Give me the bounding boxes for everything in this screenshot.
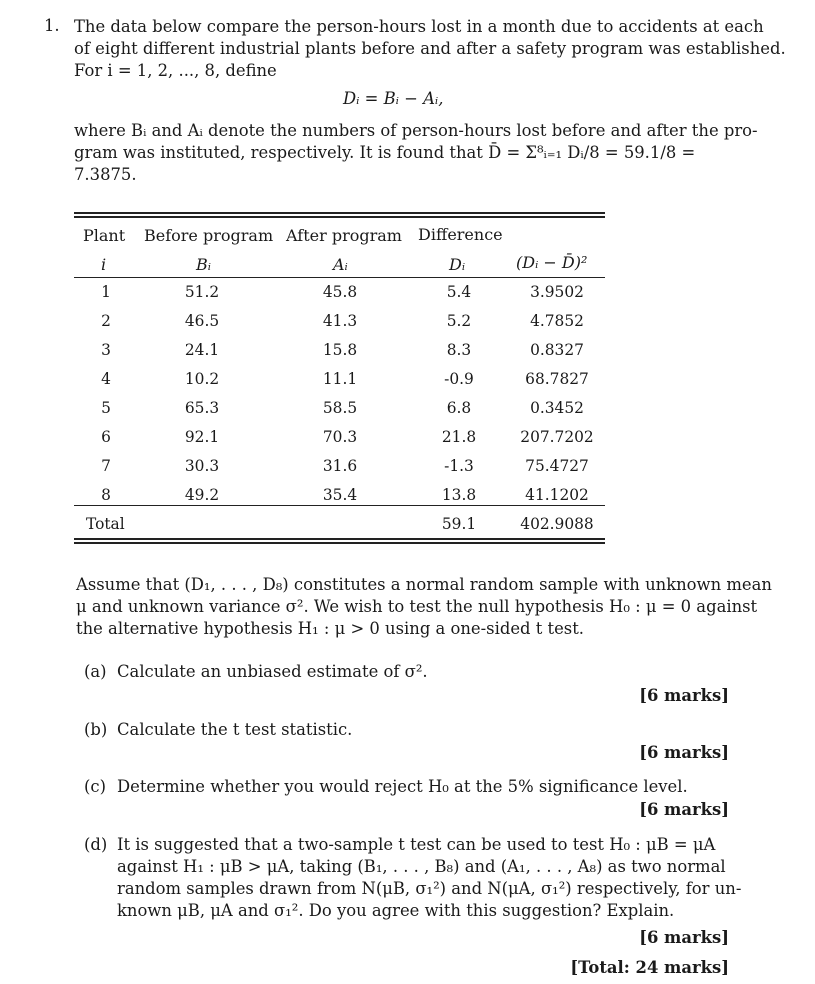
where-line: where Bᵢ and Aᵢ denote the numbers of person-hours lost before and after the pro- xyxy=(74,121,758,140)
header-ai: Aᵢ xyxy=(333,255,348,274)
part-line: Calculate an unbiased estimate of σ². xyxy=(117,662,428,681)
header-di: Dᵢ xyxy=(449,255,466,274)
header-before: Before program xyxy=(144,226,274,245)
table-cell: 58.5 xyxy=(322,399,358,417)
part-text xyxy=(117,661,428,683)
table-cell: 15.8 xyxy=(322,341,358,359)
table-cell: 5.2 xyxy=(446,312,472,330)
table-cell: 8.3 xyxy=(446,341,472,359)
part-label: (c) xyxy=(84,777,106,796)
where-line: 7.3875. xyxy=(74,165,137,184)
table-cell: 0.3452 xyxy=(530,399,584,417)
part-c xyxy=(84,776,734,800)
table-cell: 6.8 xyxy=(446,399,472,417)
part-label: (d) xyxy=(84,835,108,854)
part-b-marks: [6 marks] xyxy=(639,743,729,762)
header-squared-dev: (Dᵢ − D̄)² xyxy=(516,253,588,272)
table-cell: 7 xyxy=(101,457,111,475)
table-header-rule xyxy=(74,277,605,278)
table-cell: 8 xyxy=(101,486,111,504)
part-line: Calculate the t test statistic. xyxy=(117,720,353,739)
table-cell: 45.8 xyxy=(322,283,358,301)
table-cell: 68.7827 xyxy=(525,370,589,388)
header-bi: Bᵢ xyxy=(196,255,211,274)
header-difference: Difference xyxy=(418,225,503,244)
question-number: 1. xyxy=(44,16,60,35)
assumption-line: μ and unknown variance σ². We wish to test the null hypothesis H₀ : μ = 0 against xyxy=(76,597,758,616)
table-cell: 3 xyxy=(101,341,111,359)
part-c-marks: [6 marks] xyxy=(639,800,729,819)
table-cell: 41.3 xyxy=(322,312,358,330)
part-b xyxy=(84,719,734,743)
part-d-marks: [6 marks] xyxy=(639,928,729,947)
table-cell: 92.1 xyxy=(184,428,220,446)
total-label: Total xyxy=(86,515,125,533)
part-label: (b) xyxy=(84,720,108,739)
table-bottom-rule-2 xyxy=(74,542,605,544)
table-top-rule-2 xyxy=(74,216,605,218)
part-a-marks: [6 marks] xyxy=(639,686,729,705)
table-cell: 4.7852 xyxy=(530,312,584,330)
header-after: After program xyxy=(286,226,402,245)
table-cell: 4 xyxy=(101,370,111,388)
table-cell: 51.2 xyxy=(184,283,220,301)
part-label: (a) xyxy=(84,662,107,681)
table-cell: 13.8 xyxy=(441,486,477,504)
intro-line: The data below compare the person-hours lost in a month due to accidents at each xyxy=(74,17,764,36)
assumption-paragraph xyxy=(76,574,772,640)
table-cell: 75.4727 xyxy=(525,457,589,475)
table-cell: 1 xyxy=(101,283,111,301)
table-bottom-rule xyxy=(74,538,605,540)
header-i: i xyxy=(101,255,107,274)
table-cell: -1.3 xyxy=(444,457,474,475)
part-d xyxy=(84,834,742,926)
table-cell: 24.1 xyxy=(184,341,220,359)
part-text xyxy=(117,776,688,798)
table-cell: 2 xyxy=(101,312,111,330)
total-squares: 402.9088 xyxy=(520,515,594,533)
assumption-line: the alternative hypothesis H₁ : μ > 0 using a one-sided t test. xyxy=(76,619,585,638)
table-cell: 49.2 xyxy=(184,486,220,504)
part-a xyxy=(84,661,734,685)
part-text xyxy=(117,834,741,922)
header-plant: Plant xyxy=(83,226,126,245)
table-cell: 31.6 xyxy=(322,457,358,475)
part-line: random samples drawn from N(μB, σ₁²) and N(μA, σ₁²) respectively, for un- xyxy=(117,879,742,898)
definition-equation: Dᵢ = Bᵢ − Aᵢ, xyxy=(343,89,444,108)
table-cell: 0.8327 xyxy=(530,341,584,359)
table-cell: 65.3 xyxy=(184,399,220,417)
where-line: gram was instituted, respectively. It is found that D̄ = Σ⁸ᵢ₌₁ Dᵢ/8 = 59.1/8 = xyxy=(74,143,696,162)
table-cell: 41.1202 xyxy=(525,486,589,504)
table-cell: -0.9 xyxy=(444,370,474,388)
table-cell: 30.3 xyxy=(184,457,220,475)
total-marks: [Total: 24 marks] xyxy=(570,958,729,977)
intro-line: of eight different industrial plants before and after a safety program was established. xyxy=(74,39,786,58)
question-intro xyxy=(74,16,786,82)
part-line: known μB, μA and σ₁². Do you agree with this suggestion? Explain. xyxy=(117,901,675,920)
assumption-line: Assume that (D₁, . . . , D₈) constitutes a normal random sample with unknown mean xyxy=(76,575,772,594)
table-cell: 11.1 xyxy=(322,370,358,388)
table-total-rule xyxy=(74,505,605,506)
table-cell: 70.3 xyxy=(322,428,358,446)
table-cell: 207.7202 xyxy=(520,428,594,446)
intro-line: For i = 1, 2, ..., 8, define xyxy=(74,61,277,80)
table-cell: 46.5 xyxy=(184,312,220,330)
table-cell: 10.2 xyxy=(184,370,220,388)
total-difference: 59.1 xyxy=(441,515,477,533)
table-cell: 5 xyxy=(101,399,111,417)
part-line: against H₁ : μB > μA, taking (B₁, . . . , B₈) and (A₁, . . . , A₈) as two normal xyxy=(117,857,726,876)
table-cell: 5.4 xyxy=(446,283,472,301)
table-top-rule xyxy=(74,212,605,214)
part-line: Determine whether you would reject H₀ at the 5% significance level. xyxy=(117,777,688,796)
where-paragraph xyxy=(74,120,758,186)
part-line: It is suggested that a two-sample t test can be used to test H₀ : μB = μA xyxy=(117,835,716,854)
part-text xyxy=(117,719,352,741)
table-cell: 3.9502 xyxy=(530,283,584,301)
table-cell: 35.4 xyxy=(322,486,358,504)
table-cell: 6 xyxy=(101,428,111,446)
table-cell: 21.8 xyxy=(441,428,477,446)
